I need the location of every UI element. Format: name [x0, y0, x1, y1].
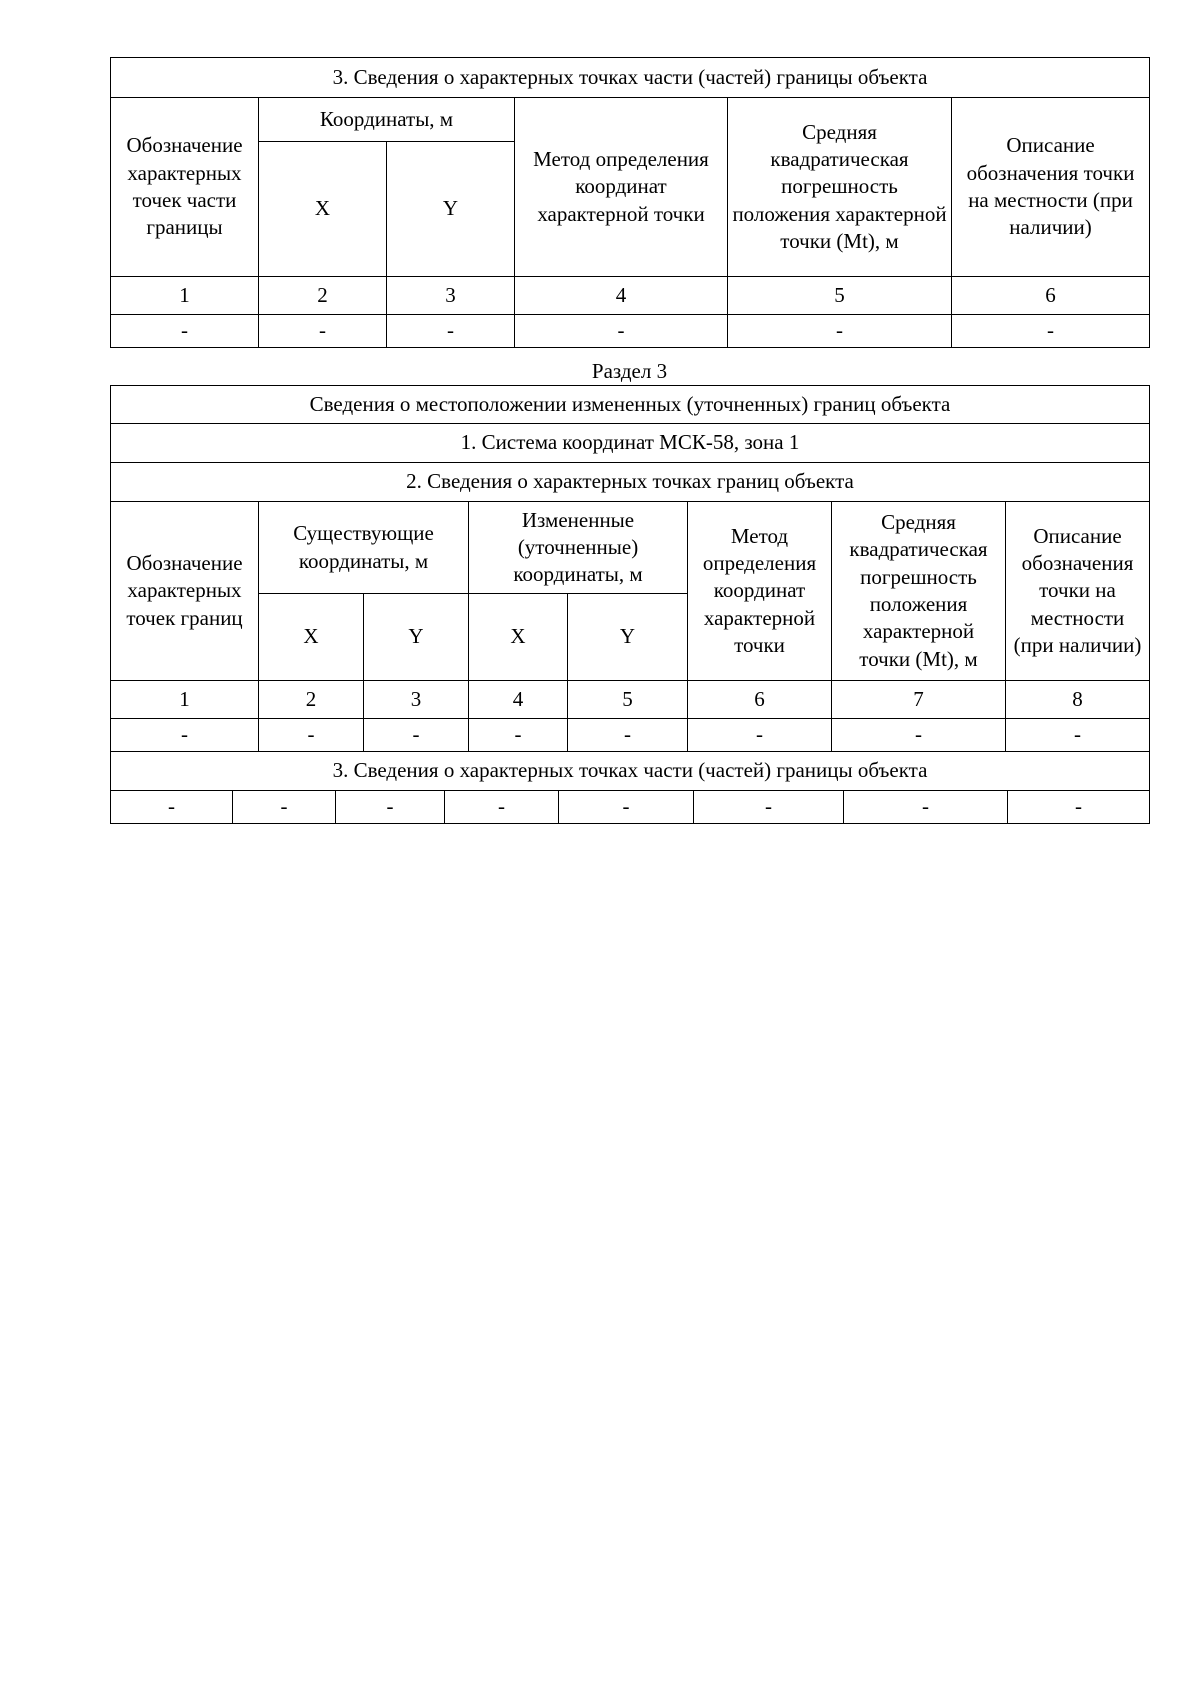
- table-cell: -: [832, 719, 1006, 752]
- header-error: Средняя квадратическая погрешность положения характерной точки (Mt), м: [832, 502, 1006, 681]
- table-cell: -: [688, 719, 832, 752]
- table-cell: -: [259, 315, 387, 348]
- header-x: X: [259, 142, 387, 277]
- table-cell: -: [694, 791, 844, 824]
- table-cell: -: [259, 719, 364, 752]
- header-description: Описание обозначения точки на местности (при наличии): [1006, 502, 1150, 681]
- header-x: X: [259, 594, 364, 681]
- column-number: 2: [259, 277, 387, 315]
- header-changed-coordinates: Измененные (уточненные) координаты, м: [469, 502, 688, 594]
- header-coordinates: Координаты, м: [259, 98, 515, 142]
- column-numbers-row: [111, 277, 1150, 315]
- column-number: 8: [1006, 681, 1150, 719]
- part-boundary-points-values-table: [110, 790, 1150, 824]
- table-row: [111, 719, 1150, 752]
- column-number: 1: [111, 277, 259, 315]
- header-existing-coordinates: Существующие координаты, м: [259, 502, 469, 594]
- table-cell: -: [515, 315, 728, 348]
- column-number: 4: [469, 681, 568, 719]
- header-x: X: [469, 594, 568, 681]
- column-number: 6: [688, 681, 832, 719]
- boundary-points-title: 2. Сведения о характерных точках границ объекта: [111, 463, 1150, 502]
- table-cell: -: [1006, 719, 1150, 752]
- header-designation: Обозначение характерных точек части границы: [111, 98, 259, 277]
- table-cell: -: [233, 791, 336, 824]
- changed-boundaries-table: [110, 385, 1150, 791]
- table-cell: -: [336, 791, 445, 824]
- table-row: [111, 791, 1150, 824]
- table-cell: -: [445, 791, 559, 824]
- table-cell: -: [844, 791, 1008, 824]
- column-number: 5: [568, 681, 688, 719]
- part-boundary-points-table: [110, 57, 1150, 348]
- header-error: Средняя квадратическая погрешность положения характерной точки (Mt), м: [728, 98, 952, 277]
- table-title: 3. Сведения о характерных точках части (частей) границы объекта: [111, 58, 1150, 98]
- table-cell: -: [728, 315, 952, 348]
- table-cell: -: [469, 719, 568, 752]
- header-y: Y: [568, 594, 688, 681]
- column-number: 5: [728, 277, 952, 315]
- column-number: 4: [515, 277, 728, 315]
- table-cell: -: [1008, 791, 1150, 824]
- table-cell: -: [111, 315, 259, 348]
- header-method: Метод определения координат характерной точки: [515, 98, 728, 277]
- header-designation: Обозначение характерных точек границ: [111, 502, 259, 681]
- table-cell: -: [568, 719, 688, 752]
- table-cell: -: [364, 719, 469, 752]
- coordinate-system-title: 1. Система координат МСК-58, зона 1: [111, 424, 1150, 463]
- table-cell: -: [387, 315, 515, 348]
- part-boundary-points-title: 3. Сведения о характерных точках части (частей) границы объекта: [111, 752, 1150, 791]
- column-number: 6: [952, 277, 1150, 315]
- column-number: 3: [364, 681, 469, 719]
- column-number: 2: [259, 681, 364, 719]
- table-row: [111, 315, 1150, 348]
- header-description: Описание обозначения точки на местности (при наличии): [952, 98, 1150, 277]
- column-numbers-row: [111, 681, 1150, 719]
- header-y: Y: [364, 594, 469, 681]
- column-number: 7: [832, 681, 1006, 719]
- header-method: Метод определения координат характерной точки: [688, 502, 832, 681]
- header-y: Y: [387, 142, 515, 277]
- table-cell: -: [111, 719, 259, 752]
- table-cell: -: [111, 791, 233, 824]
- section-title: Раздел 3: [591, 359, 668, 383]
- table-cell: -: [559, 791, 694, 824]
- column-number: 3: [387, 277, 515, 315]
- table-title: Сведения о местоположении измененных (уточненных) границ объекта: [111, 386, 1150, 424]
- column-number: 1: [111, 681, 259, 719]
- table-cell: -: [952, 315, 1150, 348]
